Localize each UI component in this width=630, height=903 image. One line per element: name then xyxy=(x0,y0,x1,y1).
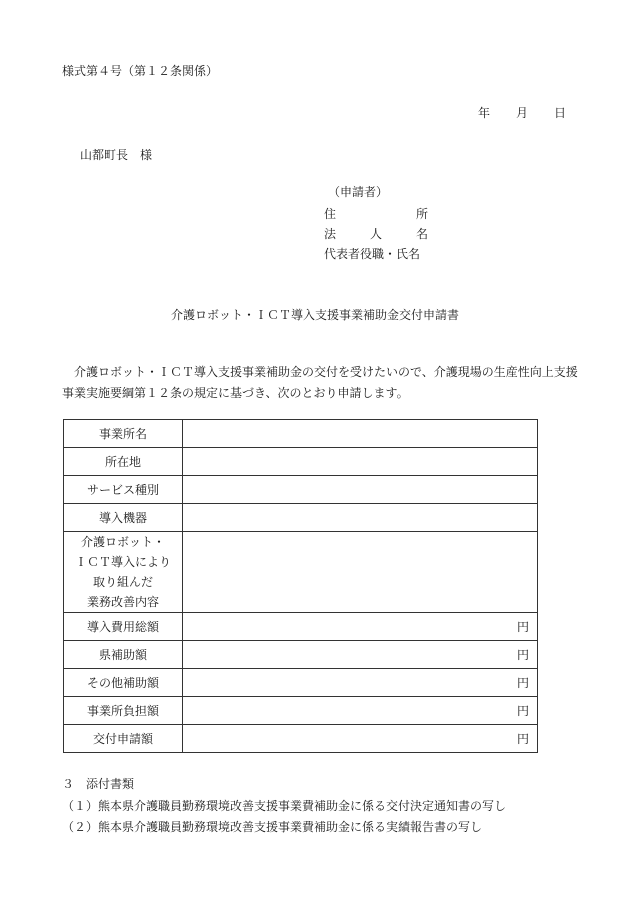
row-value[interactable]: 円 xyxy=(183,697,538,725)
table-row xyxy=(64,504,538,532)
table-row xyxy=(64,448,538,476)
attachment-item: （２）熊本県介護職員勤務環境改善支援事業費補助金に係る実績報告書の写し xyxy=(62,820,483,834)
form-number: 様式第４号（第１２条関係） xyxy=(62,64,219,78)
row-value[interactable]: 円 xyxy=(183,669,538,697)
document-title: 介護ロボット・ＩＣＴ導入支援事業補助金交付申請書 xyxy=(170,308,459,322)
applicant-representative-label: 代表者役職・氏名 xyxy=(324,247,421,261)
row-label: 事業所名 xyxy=(64,420,183,448)
row-value[interactable] xyxy=(183,476,538,504)
row-value[interactable] xyxy=(183,504,538,532)
row-label: 介護ロボット・ ＩＣＴ導入により 取り組んだ 業務改善内容 xyxy=(64,532,183,613)
applicant-address-label: 住 所 xyxy=(324,207,428,221)
row-value[interactable] xyxy=(183,532,538,613)
date-day: 日 xyxy=(554,106,567,120)
date-month: 月 xyxy=(516,106,529,120)
table-row xyxy=(64,420,538,448)
application-table xyxy=(63,419,538,753)
row-label: その他補助額 xyxy=(64,669,183,697)
applicant-heading: （申請者） xyxy=(328,185,389,199)
row-value[interactable]: 円 xyxy=(183,641,538,669)
row-value[interactable]: 円 xyxy=(183,725,538,753)
row-label: サービス種別 xyxy=(64,476,183,504)
addressee: 山都町長 様 xyxy=(80,148,153,162)
row-value[interactable] xyxy=(183,420,538,448)
row-value[interactable]: 円 xyxy=(183,613,538,641)
row-label: 導入費用総額 xyxy=(64,613,183,641)
date-year: 年 xyxy=(478,106,491,120)
table-row xyxy=(64,532,538,613)
row-label: 県補助額 xyxy=(64,641,183,669)
table-row xyxy=(64,476,538,504)
row-label: 事業所負担額 xyxy=(64,697,183,725)
row-label: 交付申請額 xyxy=(64,725,183,753)
row-value[interactable] xyxy=(183,448,538,476)
table-row xyxy=(64,669,538,697)
date-line xyxy=(478,104,566,121)
table-row xyxy=(64,613,538,641)
attachment-item: （１）熊本県介護職員勤務環境改善支援事業費補助金に係る交付決定通知書の写し xyxy=(62,799,507,813)
applicant-corp-name-label: 法 人 名 xyxy=(324,227,428,241)
body-paragraph: 介護ロボット・ＩＣＴ導入支援事業補助金の交付を受けたいので、介護現場の生産性向上支援事業実施要綱第１２条の規定に基づき、次のとおり申請します。 xyxy=(62,365,578,400)
table-row xyxy=(64,641,538,669)
table-row xyxy=(64,697,538,725)
table-row xyxy=(64,725,538,753)
row-label: 所在地 xyxy=(64,448,183,476)
attachments-heading: ３ 添付書類 xyxy=(62,777,135,791)
row-label: 導入機器 xyxy=(64,504,183,532)
